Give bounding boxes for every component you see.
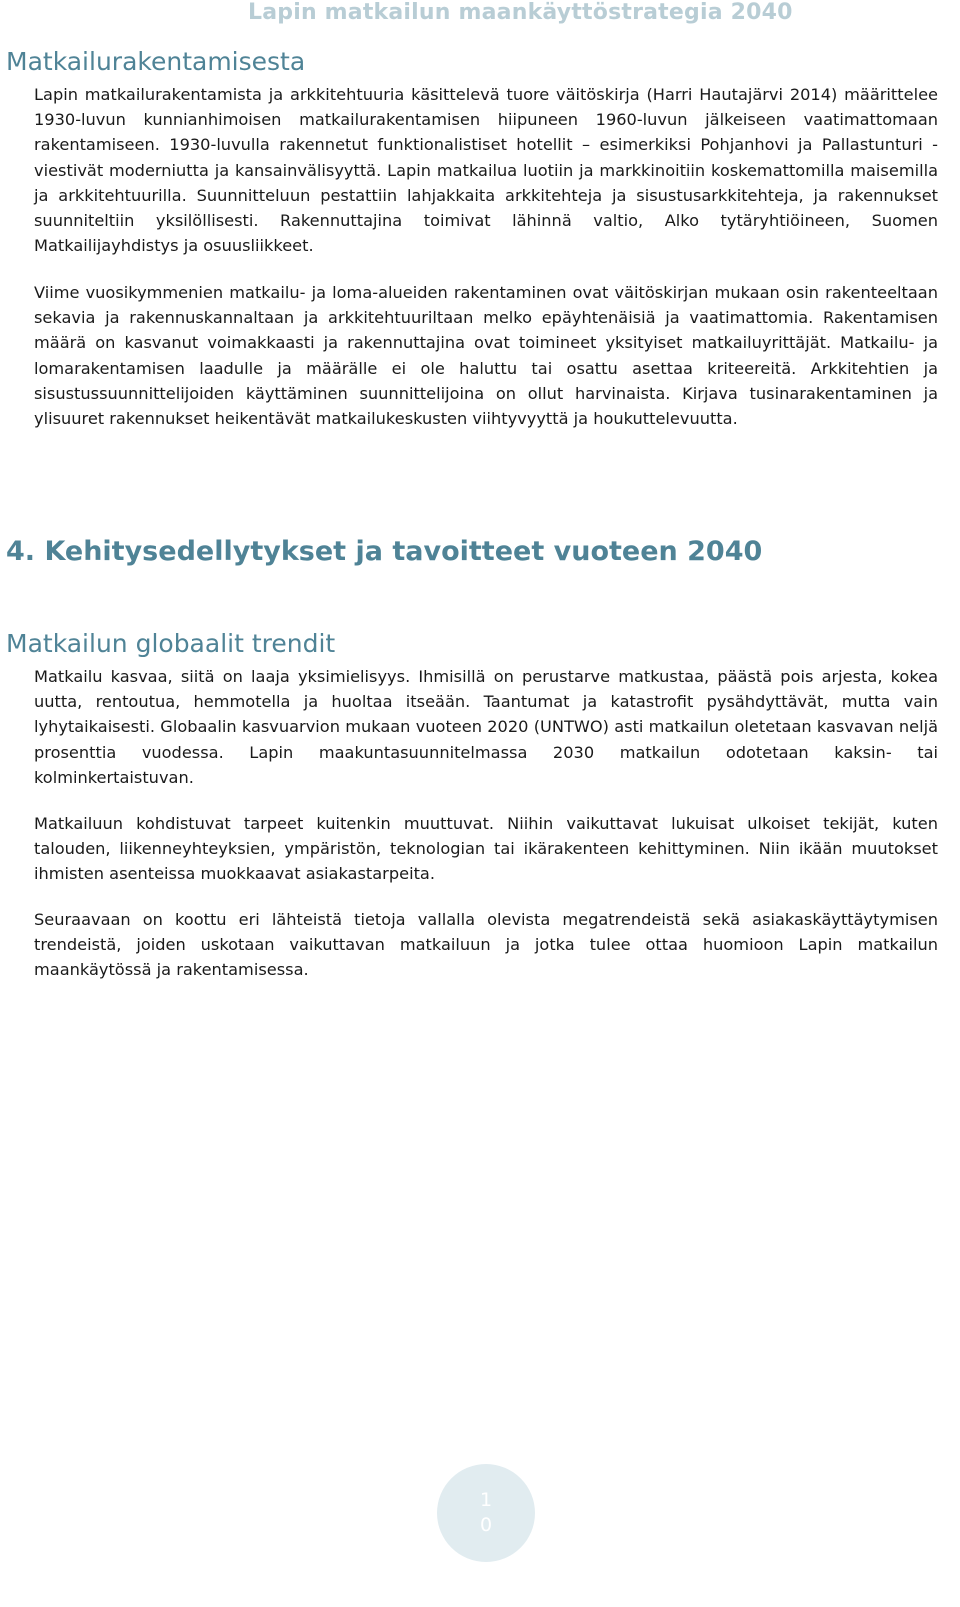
section-heading-matkailurakentamisesta: Matkailurakentamisesta <box>6 47 306 76</box>
page-number-digit-2: 0 <box>479 1514 493 1536</box>
paragraph-trendit-3: Seuraavaan on koottu eri lähteistä tietoja vallalla olevista megatrendeistä sekä asiakaskäyttäytymisen trendeistä, joiden uskotaan vaikuttavan matkailuun ja jotka tulee ottaa huomioon Lapin matkailun maankäytössä ja rakentamisessa. <box>34 910 938 980</box>
section-heading-globaalit-trendit: Matkailun globaalit trendit <box>6 629 336 658</box>
paragraph-trendit-1: Matkailu kasvaa, siitä on laaja yksimielisyys. Ihmisillä on perustarve matkustaa, päästä pois arjesta, kokea uutta, rentoutua, hemmotella ja huoltaa itseään. Taantumat ja katastrofit pysähdyttävät, mutta vain lyhytaikaisesti. Globaalin kasvuarvion mukaan vuoteen 2020 (UNTWO) asti matkailun oletetaan kasvavan neljä prosenttia vuodessa. Lapin maakuntasuunnitelmassa 2030 matkailun odotetaan kaksin- tai kolminkertaistuvan. <box>34 667 938 787</box>
chapter-heading: 4. Kehitysedellytykset ja tavoitteet vuoteen 2040 <box>6 536 763 567</box>
paragraph-trendit-2: Matkailuun kohdistuvat tarpeet kuitenkin muuttuvat. Niihin vaikuttavat lukuisat ulkoiset tekijät, kuten talouden, liikenneyhteyksien, ympäristön, teknologian tai ikärakenteen kehittyminen. Niin ikään muutokset ihmisten asenteissa muokkaavat asiakastarpeita. <box>34 814 938 884</box>
running-header: Lapin matkailun maankäyttöstrategia 2040 <box>248 0 793 25</box>
paragraph-rakentaminen-1: Lapin matkailurakentamista ja arkkitehtuuria käsittelevä tuore väitöskirja (Harri Hautajärvi 2014) määrittelee 1930-luvun kunnianhimoisen matkailurakentamisen hiipuneen 1960-luvun jälkeiseen vaatimattomaan rakentamiseen. 1930-luvulla rakennetut funktionalistiset hotellit – esimerkiksi Pohjanhovi ja Pallastunturi - viestivät moderniutta ja kansainvälisyyttä. Lapin matkailua luotiin ja markkinoitiin koskemattomilla maisemilla ja arkkitehtuurilla. Suunnitteluun pestattiin lahjakkaita arkkitehteja ja sisustusarkkitehteja, ja rakennukset suunniteltiin yksilöllisesti. Rakennuttajina toimivat lähinnä valtio, Alko tytäryhtiöineen, Suomen Matkailijayhdistys ja osuusliikkeet. <box>34 85 938 256</box>
page-number-badge <box>437 1464 535 1562</box>
paragraph-rakentaminen-2: Viime vuosikymmenien matkailu- ja loma-alueiden rakentaminen ovat väitöskirjan mukaan osin rakenteeltaan sekavia ja rakennuskannaltaan ja arkkitehtuuriltaan melko epäyhtenäisiä ja vaatimattomia. Rakentamisen määrä on kasvanut voimakkaasti ja rakennuttajina ovat toimineet yksityiset matkailuyrittäjät. Matkailu- ja lomarakentamisen laadulle ja määrälle ei ole haluttu tai osattu asettaa kriteereitä. Arkkitehtien ja sisustussuunnittelijoiden käyttäminen suunnittelijoina on ollut harvinaista. Kirjava tusinarakentaminen ja ylisuuret rakennukset heikentävät matkailukeskusten viihtyvyyttä ja houkuttelevuutta. <box>34 283 938 429</box>
page-number-digit-1: 1 <box>479 1489 493 1511</box>
